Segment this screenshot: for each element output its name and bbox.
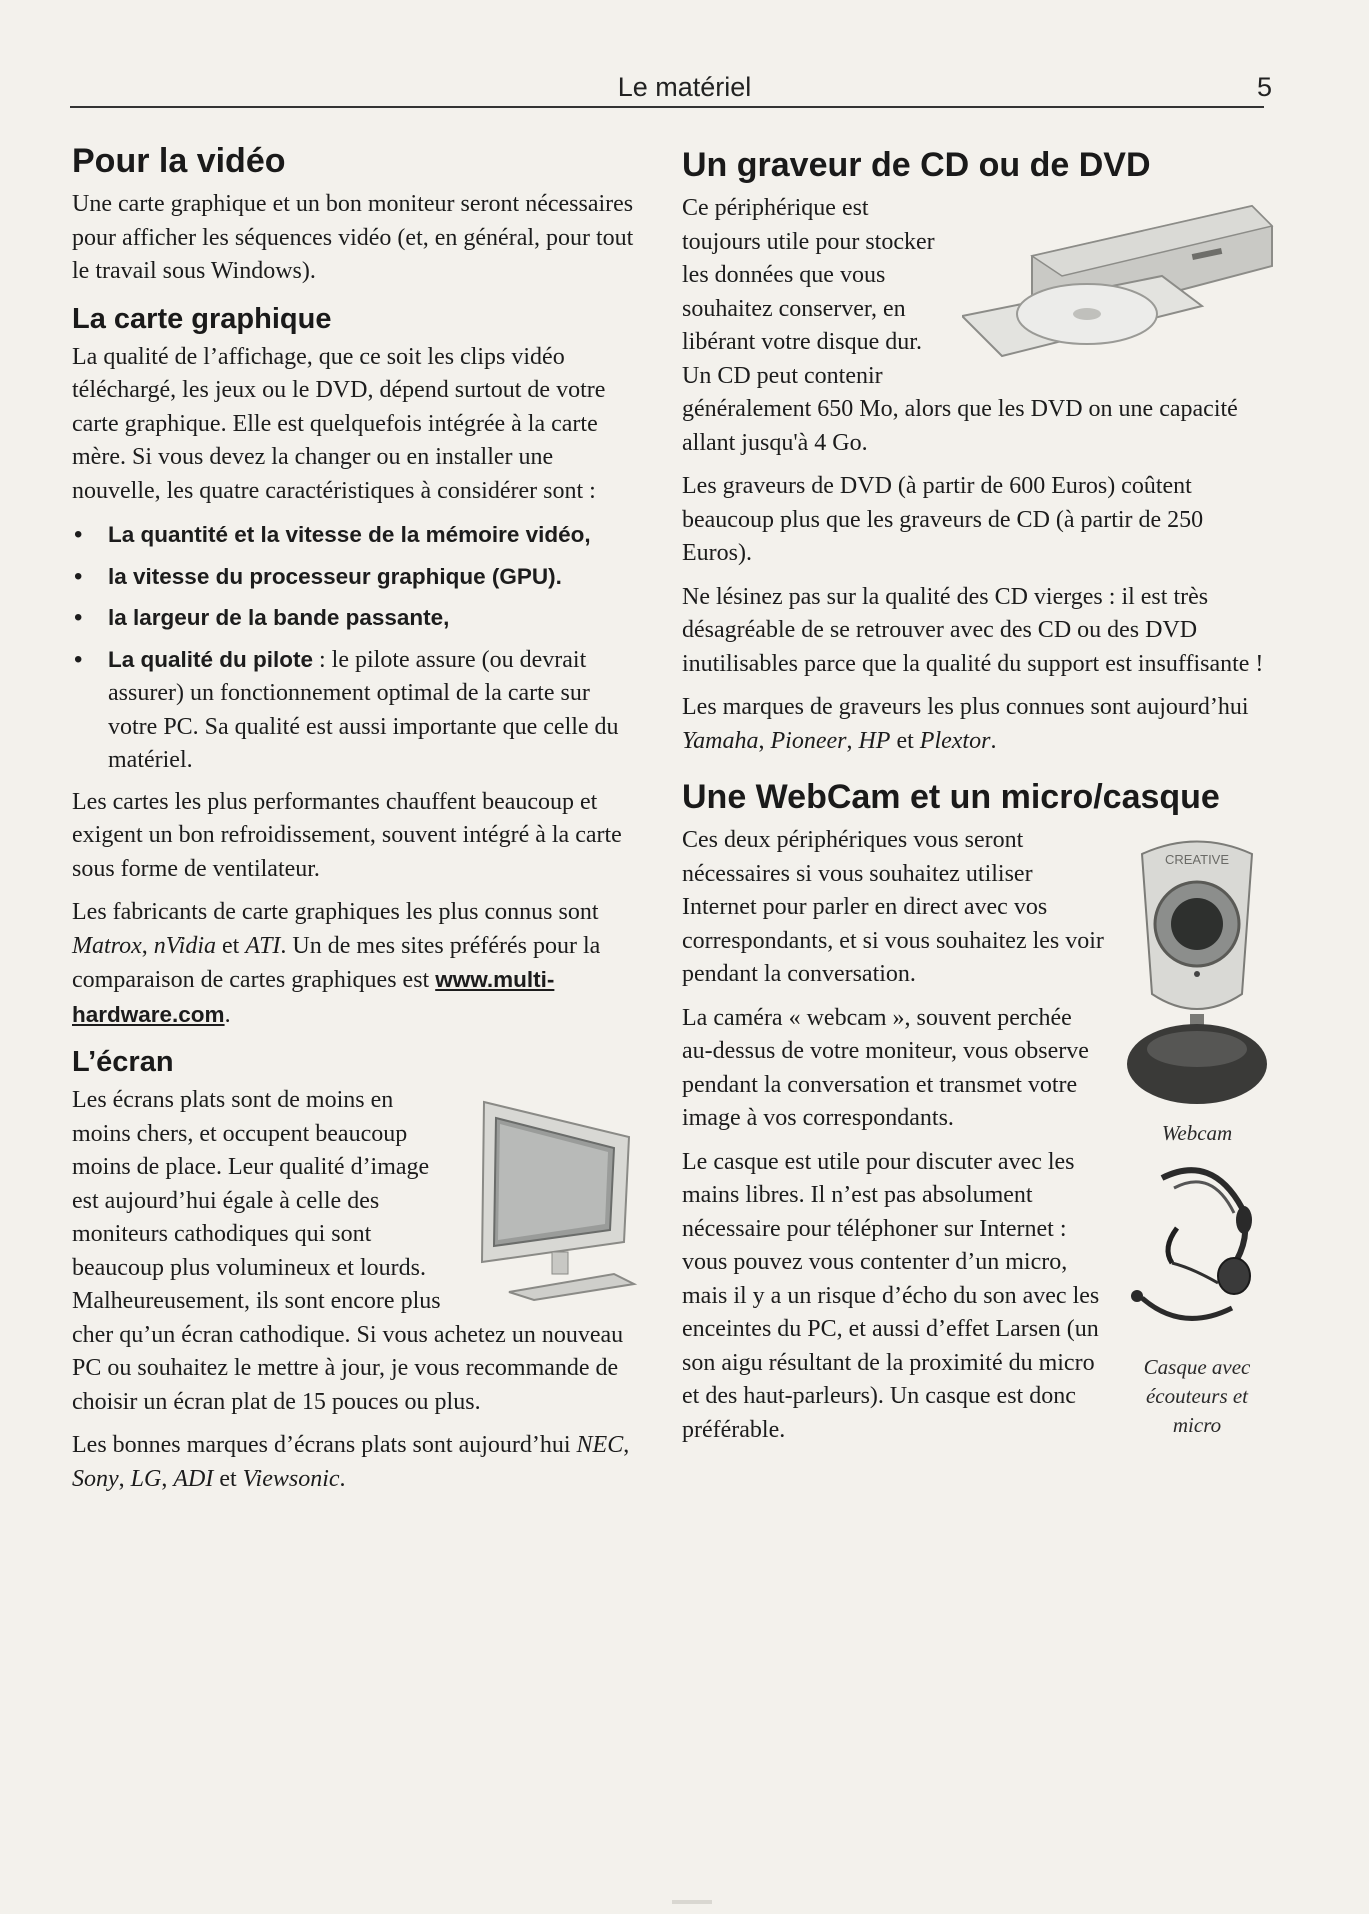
cd-brands-paragraph [682, 691, 1272, 758]
brand-pioneer: Pioneer [770, 727, 847, 754]
webcam-icon [1122, 824, 1272, 1114]
cd-text: Ce périphérique est toujours utile pour stocker les données que vous souhaitez conserver, en libérant votre disque dur. Un CD peut contenir généralement 650 Mo, alors que les DVD on une capacité allant jusqu'à 4 Go. [682, 195, 1238, 456]
cd-quality-text: Ne lésinez pas sur la qualité des CD vierges : il est très désagréable de se retrouver avec des CD ou des DVD inutilisables parce que la qualité du support est insuffisante ! [682, 583, 1264, 677]
list-item: • La quantité et la vitesse de la mémoire vidéo, [74, 521, 591, 548]
brand-nvidia: nVidia [153, 932, 216, 959]
screen-text: Les écrans plats sont de moins en moins chers, et occupent beaucoup moins de place. Leur qualité d’image est aujourd’hui égale à celle des moniteurs cathodiques qui sont beaucoup plus volumineux et lourds. Malheureusement, ils sont encore plus cher qu’un écran cathodique. Si vous achetez un nouveau PC ou souhaitez le mettre à jour, je vous recommande de choisir un écran plat de 15 pouces ou plus. [72, 1087, 624, 1415]
bottom-edge-mark [672, 1900, 712, 1904]
list-item-text: la largeur de la bande passante, [108, 605, 450, 630]
list-item-bold: La qualité du pilote [108, 646, 314, 672]
flat-screen-figure [464, 1092, 644, 1302]
text-run: , [141, 932, 154, 959]
page-number: 5 [1256, 72, 1272, 102]
brand-plextor: Plextor [919, 727, 991, 754]
header-rule [70, 106, 1264, 108]
cd-burner-figure [962, 196, 1282, 366]
brand-ati: ATI [245, 932, 281, 959]
left-column [72, 140, 644, 1506]
card-heading: La carte graphique [72, 302, 332, 335]
webcam-text: Ces deux périphériques vous seront nécessaires si vous souhaitez utiliser Internet pour parler en direct avec vos correspondants, et si vous souhaitez les voir pendant la conversation. [682, 827, 1104, 987]
text-run: . [224, 1001, 231, 1028]
webcam-brand-text: CREATIVE [1164, 852, 1230, 867]
running-title: Le matériel [617, 72, 752, 102]
webcam-heading: Une WebCam et un micro/casque [682, 778, 1220, 816]
headset-caption: Casque avec écouteurs et micro [1143, 1355, 1251, 1437]
card-criteria-list [72, 518, 644, 778]
performance-text: Les cartes les plus performantes chauffent beaucoup et exigent un bon refroidissement, souvent intégré à la carte sous forme de ventilateur. [72, 788, 622, 882]
text-run: , [623, 1432, 630, 1458]
text-run: Les fabricants de carte graphiques les plus connus sont [72, 899, 599, 925]
text-run: Les bonnes marques d’écrans plats sont aujourd’hui [72, 1432, 577, 1458]
manufacturers-paragraph [72, 896, 644, 1032]
video-heading: Pour la vidéo [72, 142, 286, 180]
brand-sony: Sony [72, 1465, 119, 1492]
brand-viewsonic: Viewsonic [242, 1465, 340, 1492]
list-item: • la vitesse du processeur graphique (GPU). [74, 562, 562, 590]
flat-screen-monitor-icon [464, 1092, 644, 1302]
brand-hp: HP [858, 727, 891, 754]
screen-brands-paragraph [72, 1429, 644, 1496]
site-link[interactable]: www.multi-hardware.com [72, 967, 555, 1027]
card-text: La qualité de l’affichage, que ce soit les clips vidéo téléchargé, les jeux ou le DVD, dépend surtout de votre carte graphique. Elle est quelquefois intégrée à la carte mère. Si vous devez la changer ou en installer une nouvelle, les quatre caractéristiques à considérer sont : [72, 343, 606, 504]
webcam-caption: Webcam [1161, 1121, 1233, 1145]
webcam-text-2: La caméra « webcam », souvent perchée au-dessus de votre moniteur, vous observe pendant la conversation et transmet votre image à vos correspondants. [682, 1004, 1089, 1131]
text-run: et [890, 727, 920, 754]
video-intro: Une carte graphique et un bon moniteur seront nécessaires pour afficher les séquences vidéo (et, en général, pour tout le travail sous Windows). [72, 191, 634, 284]
brand-lg: LG [130, 1465, 162, 1492]
text-run: Les marques de graveurs les plus connues sont aujourd’hui [682, 694, 1249, 720]
screen-heading: L’écran [72, 1046, 174, 1078]
text-run: . [990, 727, 997, 754]
brand-adi: ADI [173, 1465, 214, 1492]
list-item-text: la vitesse du processeur graphique (GPU). [108, 563, 562, 589]
headset-text: Le casque est utile pour discuter avec les mains libres. Il n’est pas absolument nécessaire pour téléphoner sur Internet : vous pouvez vous contenter d’un micro, mais il y a un risque d’écho du son avec les enceintes du PC, et aussi d’effet Larsen (un son aigu résultant de la proximité du micro et des haut-parleurs). Un casque est donc préférable. [682, 1148, 1100, 1443]
list-item-text: La quantité et la vitesse de la mémoire vidéo, [108, 522, 591, 547]
brand-matrox: Matrox [72, 932, 142, 959]
cd-heading: Un graveur de CD ou de DVD [682, 146, 1151, 184]
text-run: . [339, 1465, 346, 1492]
text-run: , [846, 727, 859, 754]
list-item: • La qualité du pilote : le pilote assure (ou devrait assurer) un fonctionnement optimal de la carte sur votre PC. Sa qualité est aussi importante que celle du matériel. [74, 645, 619, 773]
text-run: , [118, 1465, 131, 1492]
cd-burner-icon [962, 196, 1282, 366]
text-run: et [213, 1465, 243, 1492]
list-item: • la largeur de la bande passante, [74, 604, 450, 631]
webcam-figure [1122, 824, 1272, 1440]
brand-yamaha: Yamaha [682, 727, 759, 754]
right-column [682, 144, 1272, 1457]
text-run: . Un de mes sites préférés pour la comparaison de cartes graphiques est [72, 932, 601, 993]
brand-nec: NEC [576, 1432, 624, 1458]
headset-icon [1122, 1158, 1272, 1348]
text-run: et [215, 932, 246, 959]
text-run: , [758, 727, 771, 754]
list-item-text: : le pilote assure (ou devrait assurer) un fonctionnement optimal de la carte sur votre PC. Sa qualité est aussi importante que celle du matériel. [108, 646, 619, 773]
cd-price-text: Les graveurs de DVD (à partir de 600 Euros) coûtent beaucoup plus que les graveurs de CD (à partir de 250 Euros). [682, 473, 1204, 566]
text-run: , [161, 1465, 174, 1492]
